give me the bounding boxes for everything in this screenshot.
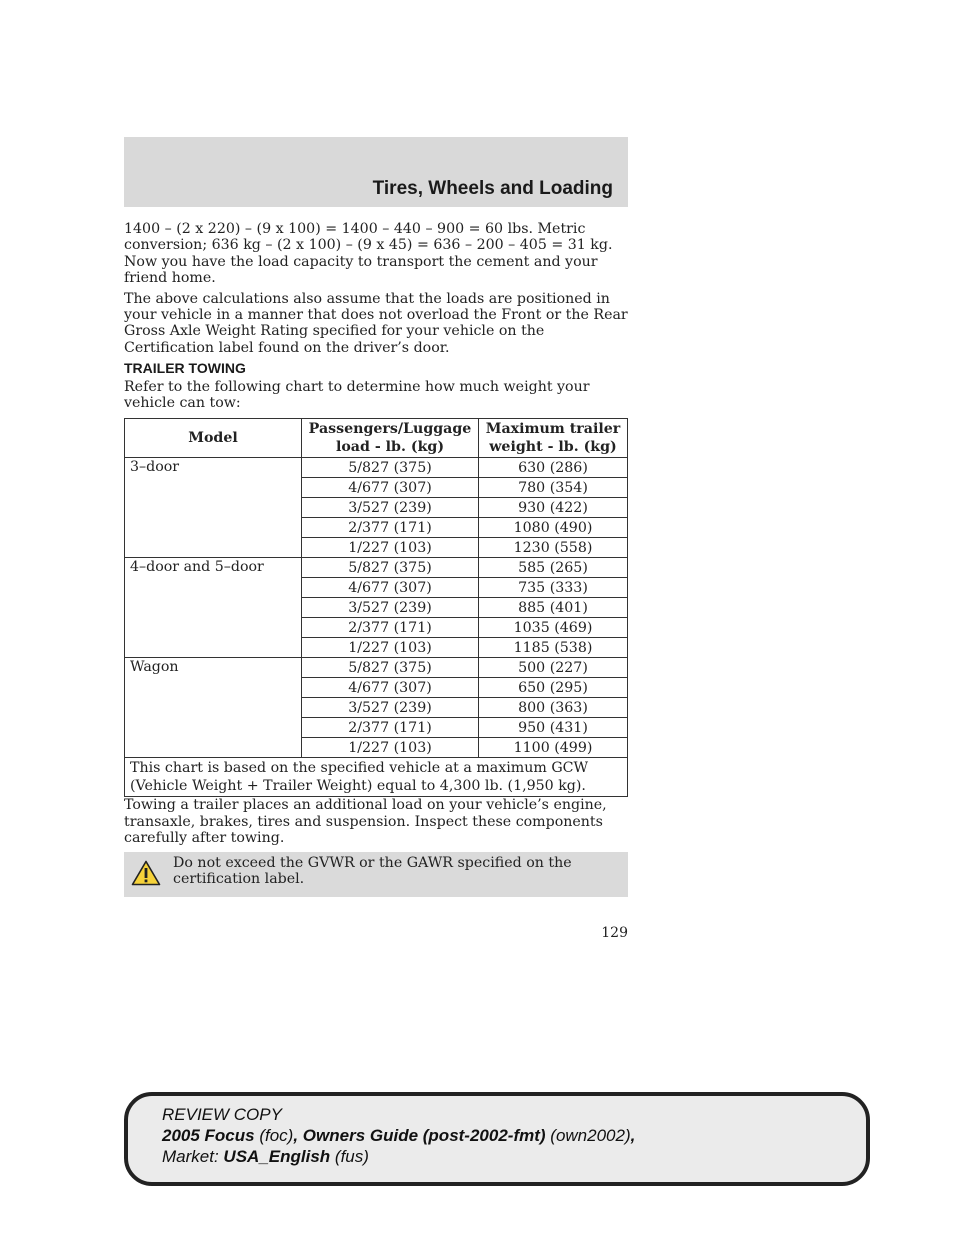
load-cell: 2/377 (171) xyxy=(302,618,479,638)
table-row xyxy=(125,558,628,578)
load-cell: 4/677 (307) xyxy=(302,478,479,498)
load-cell: 4/677 (307) xyxy=(302,678,479,698)
review-copy-text xyxy=(162,1104,635,1167)
load-cell: 1/227 (103) xyxy=(302,538,479,558)
max-weight-cell: 1185 (538) xyxy=(479,638,628,658)
max-weight-cell: 1100 (499) xyxy=(479,738,628,758)
max-weight-cell: 630 (286) xyxy=(479,458,628,478)
review-market-code: (fus) xyxy=(334,1147,369,1166)
page-number: 129 xyxy=(601,925,628,941)
max-weight-cell: 1035 (469) xyxy=(479,618,628,638)
review-line-2 xyxy=(162,1125,635,1146)
load-cell: 1/227 (103) xyxy=(302,638,479,658)
header-max-trailer: Maximum trailer weight - lb. (kg) xyxy=(479,419,628,458)
review-copy-box xyxy=(124,1092,870,1186)
review-comma: , xyxy=(630,1126,636,1145)
max-weight-cell: 585 (265) xyxy=(479,558,628,578)
table-row xyxy=(125,658,628,678)
load-cell: 5/827 (375) xyxy=(302,658,479,678)
load-cell: 3/527 (239) xyxy=(302,498,479,518)
page-title: Tires, Wheels and Loading xyxy=(372,178,613,199)
max-weight-cell: 650 (295) xyxy=(479,678,628,698)
model-cell: Wagon xyxy=(125,658,302,758)
warning-box xyxy=(124,852,628,897)
paragraph-towing-load: Towing a trailer places an additional load on your vehicle’s engine, transaxle, brakes, tires and suspension. Inspect these components carefully after towing. xyxy=(124,797,607,847)
max-weight-cell: 500 (227) xyxy=(479,658,628,678)
load-cell: 2/377 (171) xyxy=(302,518,479,538)
table-footnote-row xyxy=(125,758,628,797)
review-guide-code: (own2002) xyxy=(550,1126,631,1145)
max-weight-cell: 780 (354) xyxy=(479,478,628,498)
load-cell: 1/227 (103) xyxy=(302,738,479,758)
max-weight-cell: 950 (431) xyxy=(479,718,628,738)
warning-text: Do not exceed the GVWR or the GAWR specified on the certification label. xyxy=(173,854,572,888)
model-cell: 4–door and 5–door xyxy=(125,558,302,658)
max-weight-cell: 1230 (558) xyxy=(479,538,628,558)
header-band xyxy=(124,137,628,207)
max-weight-cell: 1080 (490) xyxy=(479,518,628,538)
header-load: Passengers/Luggage load - lb. (kg) xyxy=(302,419,479,458)
review-line-3 xyxy=(162,1146,635,1167)
paragraph-assumption: The above calculations also assume that the loads are positioned in your vehicle in a manner that does not overload the Front or the Rear Gross Axle Weight Rating specified for your vehicle on the Certification label found on the driver’s door. xyxy=(124,290,628,356)
header-model: Model xyxy=(125,419,302,458)
section-heading: TRAILER TOWING xyxy=(124,360,246,377)
paragraph-calculation: 1400 – (2 x 220) – (9 x 100) = 1400 – 440 – 900 = 60 lbs. Metric conversion; 636 kg – (2 x 100) – (9 x 45) = 636 – 200 – 405 = 31 kg. Now you have the load capacity to transport the cement and your friend home. xyxy=(124,221,613,287)
review-market: USA_English xyxy=(223,1147,331,1166)
max-weight-cell: 735 (333) xyxy=(479,578,628,598)
load-cell: 2/377 (171) xyxy=(302,718,479,738)
table-footnote: This chart is based on the specified vehicle at a maximum GCW (Vehicle Weight + Trailer Weight) equal to 4,300 lb. (1,950 kg). xyxy=(125,758,628,797)
table-header-row xyxy=(125,419,628,458)
table-row xyxy=(125,458,628,478)
warning-triangle-icon xyxy=(131,860,161,886)
load-cell: 4/677 (307) xyxy=(302,578,479,598)
main-content xyxy=(124,221,628,897)
towing-table xyxy=(124,418,628,797)
model-cell: 3–door xyxy=(125,458,302,558)
load-cell: 3/527 (239) xyxy=(302,698,479,718)
max-weight-cell: 930 (422) xyxy=(479,498,628,518)
load-cell: 3/527 (239) xyxy=(302,598,479,618)
section-intro: Refer to the following chart to determine how much weight your vehicle can tow: xyxy=(124,378,590,412)
load-cell: 5/827 (375) xyxy=(302,558,479,578)
review-market-label: Market: xyxy=(162,1147,219,1166)
max-weight-cell: 885 (401) xyxy=(479,598,628,618)
review-model: 2005 Focus xyxy=(162,1126,255,1145)
review-line-1: REVIEW COPY xyxy=(162,1105,282,1124)
review-guide: , Owners Guide (post-2002-fmt) xyxy=(293,1126,546,1145)
review-model-code: (foc) xyxy=(259,1126,294,1145)
load-cell: 5/827 (375) xyxy=(302,458,479,478)
max-weight-cell: 800 (363) xyxy=(479,698,628,718)
